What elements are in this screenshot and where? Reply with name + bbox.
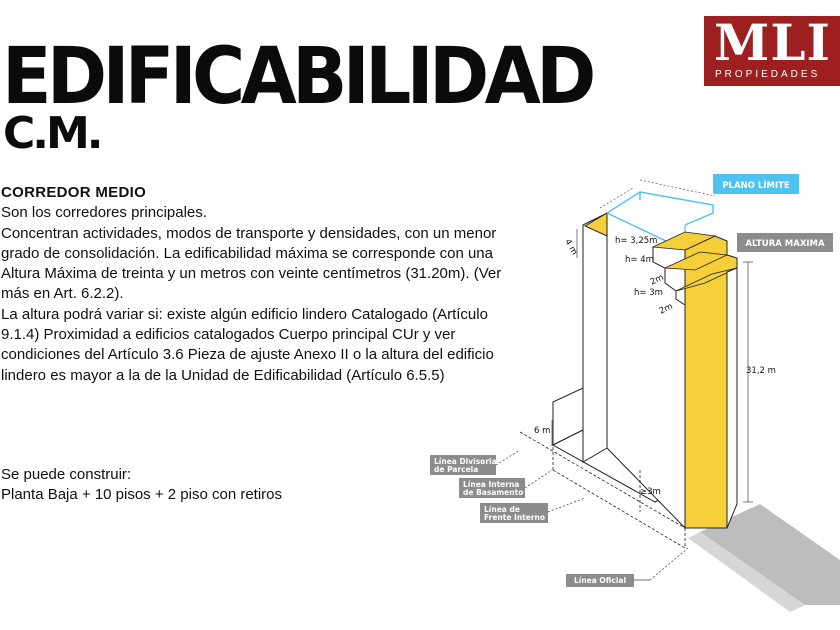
svg-text:de Basamento: de Basamento [463,488,524,497]
logo-tagline: PROPIEDADES [715,69,821,80]
dim-3m: ≥3m [640,487,661,497]
tag-linea-frente [480,498,585,523]
svg-text:Línea Oficial: Línea Oficial [573,576,627,585]
intro-line: Son los corredores principales. [1,204,207,222]
dim-4m: 4 m [562,237,580,257]
svg-text:Línea Divisoria: Línea Divisoria [434,457,497,466]
svg-text:de Parcela: de Parcela [434,465,479,474]
dim-2m-b: 2m [657,301,675,317]
dim-31-2: 31,2 m [746,366,776,376]
dim-6m: 6 m [534,426,551,436]
dim-2m-a: 2m [648,272,666,288]
facade-side [727,268,737,528]
svg-text:Línea de: Línea de [484,505,520,514]
svg-text:Frente Interno: Frente Interno [484,513,546,522]
dim-h3: h= 3m [634,288,663,298]
dim-h4: h= 4m [625,255,654,265]
svg-text:Línea Interna: Línea Interna [463,480,520,489]
description-paragraph: Concentran actividades, modos de transporte y densidades, con un menor grado de consolidación. La edificabilidad máxima se corresponde con una Altura Máxima de treinta y un metros con veinte centímetros (31.20m). (Ver más en Art. 6.2.2). [1,224,502,303]
variation-paragraph: La altura podrá variar si: existe algún edificio lindero Catalogado (Artículo 9.1.4) Proximidad a edificios catalogados Cuerpo principal CUr y ver condiciones del Artículo 3.6 Pieza de ajuste Anexo II o la altura del edificio lindero es mayor a la de la Unidad de Edificabilidad (Artículo 6.5.5) [1,305,494,384]
building-side-face [583,213,607,462]
section-title: CORREDOR MEDIO [1,184,147,201]
tag-linea-divisoria [430,450,520,475]
dim-h325: h= 3,25m [615,236,658,246]
logo-mark: MLI [714,13,831,72]
can-build-value: Planta Baja + 10 pisos + 2 piso con retiros [1,486,283,504]
top-dim-left [600,188,633,208]
page-subtitle: C.M. [3,108,101,159]
plano-limite-label: PLANO LÍMITE [722,181,790,191]
page-title: EDIFICABILIDAD [2,32,592,122]
tag-linea-oficial [566,548,688,587]
can-build-label: Se puede construir: [1,466,132,483]
altura-maxima-label: ALTURA MAXIMA [745,239,825,249]
